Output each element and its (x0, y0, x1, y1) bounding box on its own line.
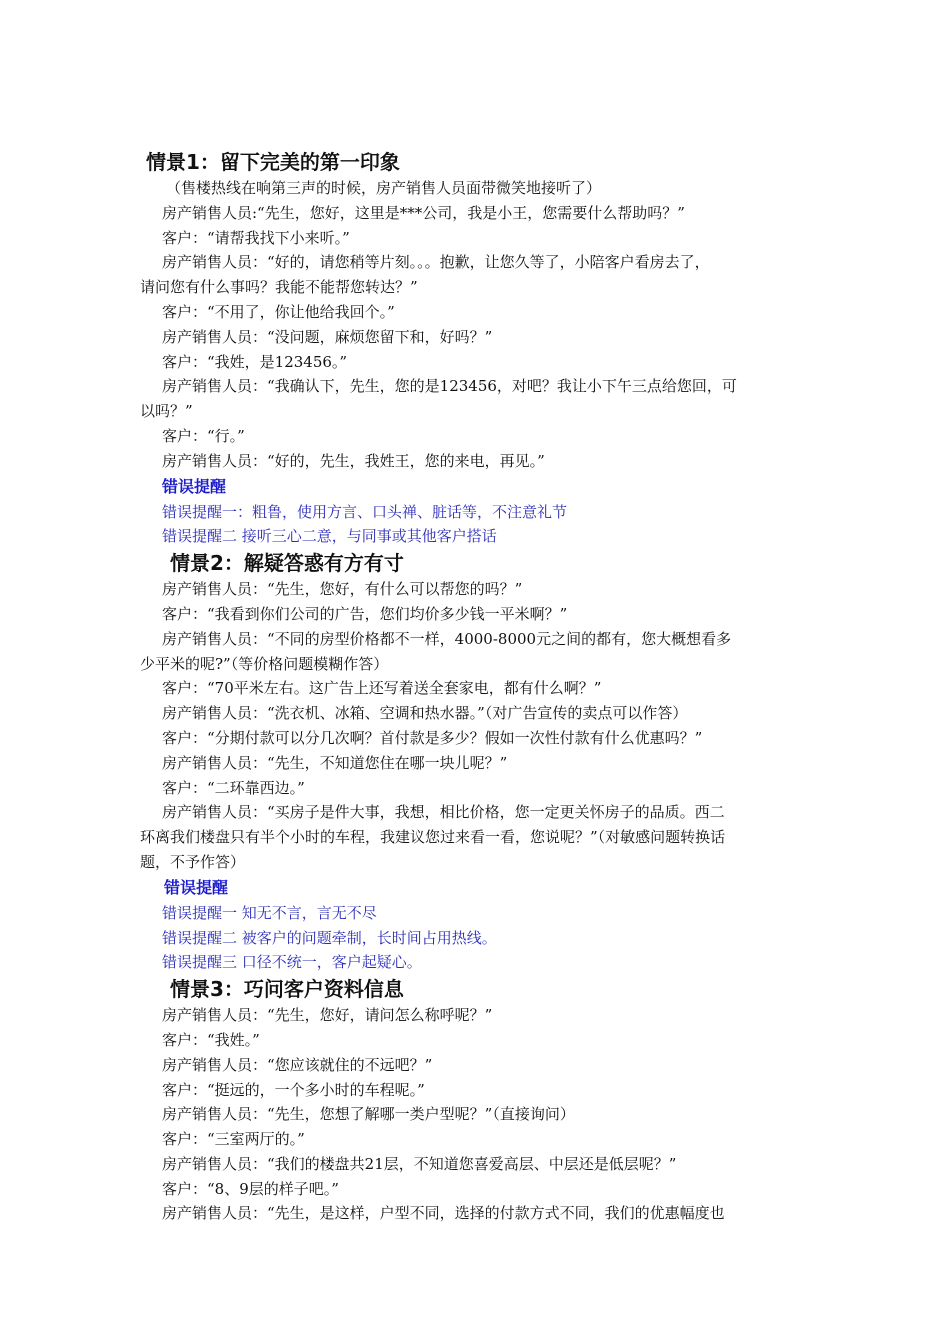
scene2-line: 环离我们楼盘只有半个小时的车程，我建议您过来看一看，您说呢？”（对敏感问题转换话 (140, 828, 726, 847)
scene1-line: 客户：“行。” (162, 426, 245, 445)
scene2-line: 房产销售人员：“买房子是件大事，我想，相比价格，您一定更关怀房子的品质。西二 (162, 803, 725, 822)
scene2-warning: 错误提醒一 知无不言，言无不尽 (162, 903, 377, 922)
scene1-line: 客户：“请帮我找下小来听。” (162, 228, 350, 247)
scene3-line: 客户：“挺远的，一个多小时的车程呢。” (162, 1080, 425, 1099)
scene2-line: 房产销售人员：“洗衣机、冰箱、空调和热水器。”（对广告宣传的卖点可以作答） (162, 704, 688, 723)
scene3-line: 房产销售人员：“您应该就住的不远吧？” (162, 1055, 433, 1074)
scene2-line: 少平米的呢?”（等价格问题模糊作答） (140, 654, 389, 673)
scene2-line: 房产销售人员：“不同的房型价格都不一样，4000-8000元之间的都有，您大概想看多 (162, 629, 732, 648)
scene3-line: 房产销售人员：“先生，您好，请问怎么称呼呢？” (162, 1006, 493, 1025)
scene2-line: 房产销售人员：“先生，不知道您住在哪一块儿呢？” (162, 753, 508, 772)
scene2-line: 题，不予作答） (140, 852, 246, 871)
scene1-line: 客户：“我姓，是123456。” (162, 352, 348, 371)
scene3-line: 客户：“三室两厅的。” (162, 1130, 305, 1149)
scene1-line: 客户：“不用了，你让他给我回个。” (162, 302, 395, 321)
document-body (140, 148, 812, 1226)
scene1-line: 房产销售人员：“我确认下，先生，您的是123456，对吧？我让小下午三点给您回，可 (162, 377, 737, 396)
scene2-warning-heading: 错误提醒 (164, 877, 229, 897)
scene3-line: 房产销售人员：“我们的楼盘共21层，不知道您喜爱高层、中层还是低层呢？” (162, 1154, 677, 1173)
scene2-line: 房产销售人员：“先生，您好，有什么可以帮您的吗？” (162, 580, 523, 599)
scene2-line: 客户：“我看到你们公司的广告，您们均价多少钱一平米啊？” (162, 604, 568, 623)
scene1-warning: 错误提醒一：粗鲁，使用方言、口头禅、脏话等，不注意礼节 (162, 502, 568, 521)
scene1-line: 房产销售人员：“没问题，麻烦您留下和，好吗？” (162, 327, 493, 346)
scene2-line: 客户：“70平米左右。这广告上还写着送全套家电，都有什么啊？” (162, 679, 602, 698)
scene2-title: 情景2：解疑答惑有方有寸 (170, 551, 404, 576)
scene1-warning-heading: 错误提醒 (162, 476, 227, 496)
scene1-title: 情景1：留下完美的第一印象 (146, 150, 400, 174)
scene2-warning: 错误提醒二 被客户的问题牵制，长时间占用热线。 (162, 928, 497, 947)
scene2-line: 客户：“分期付款可以分几次啊？首付款是多少？假如一次性付款有什么优惠吗？” (162, 728, 703, 747)
scene3-line: 房产销售人员：“先生，是这样，户型不同，选择的付款方式不同，我们的优惠幅度也 (162, 1204, 725, 1223)
scene1-line: （售楼热线在响第三声的时候，房产销售人员面带微笑地接听了） (166, 179, 602, 197)
scene3-line: 房产销售人员：“先生，您想了解哪一类户型呢？”（直接询问） (162, 1105, 575, 1124)
scene3-line: 客户：“8、9层的样子吧。” (162, 1179, 339, 1198)
scene2-warning: 错误提醒三 口径不统一，客户起疑心。 (162, 953, 422, 972)
scene1-warning: 错误提醒二 接听三心二意，与同事或其他客户搭话 (162, 527, 497, 546)
scene2-line: 客户：“二环靠西边。” (162, 778, 305, 797)
scene1-line: 房产销售人员:“先生，您好，这里是***公司，我是小王，您需要什么帮助吗？” (162, 203, 685, 222)
scene1-line: 以吗？” (140, 402, 193, 421)
scene1-line: 请问您有什么事吗？我能不能帮您转达？” (140, 278, 418, 297)
scene1-line: 房产销售人员：“好的，请您稍等片刻。。。抱歉，让您久等了，小陪客户看房去了， (162, 253, 710, 272)
scene3-line: 客户：“我姓。” (162, 1030, 260, 1049)
scene3-title: 情景3：巧问客户资料信息 (170, 977, 404, 1002)
scene1-line: 房产销售人员：“好的，先生，我姓王，您的来电，再见。” (162, 451, 545, 470)
